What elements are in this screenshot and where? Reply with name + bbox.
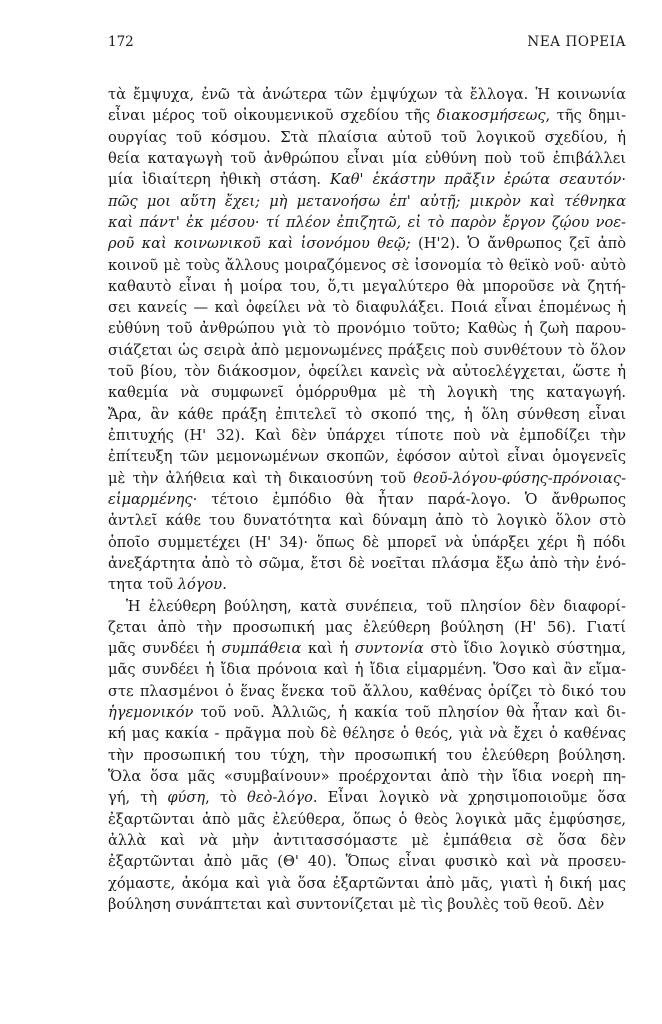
text-run: Ἡ ἐλεύθερη βούληση, κατὰ συνέπεια, τοῦ πλησίον δὲν διαφορί- — [126, 597, 626, 615]
text-line — [108, 148, 626, 169]
text-line — [108, 787, 626, 808]
text-run: κή μας κακία - πρᾶγμα ποὺ δὲ θέλησε ὁ θεός, γιὰ νὰ ἔχει ὁ καθένας — [108, 725, 626, 743]
text-run: εἶναι μέρος τοῦ οἰκουμενικοῦ σχεδίου τῆς — [108, 107, 437, 125]
text-line — [108, 297, 626, 318]
italic-text: θεοῦ-λόγου-φύσης-πρόνοιας- — [413, 469, 626, 487]
italic-text: διακοσμήσεως — [436, 107, 546, 125]
text-run: κοινοῦ μὲ τοὺς ἄλλους μοιραζόμενος σὲ ἰσονομία τὸ θεϊκὸ νοῦ· αὐτὸ — [108, 256, 626, 274]
text-line — [108, 169, 626, 190]
text-run: μία ἰδιαίτερη ἠθικὴ στάση. — [108, 171, 330, 189]
text-line — [108, 596, 626, 617]
text-run: καὶ ἡ — [301, 640, 355, 658]
text-line — [108, 255, 626, 276]
text-line — [108, 574, 626, 595]
page-header — [108, 34, 626, 52]
text-line — [108, 127, 626, 148]
text-line — [108, 446, 626, 467]
text-line — [108, 233, 626, 254]
italic-text: καὶ πάντ' ἐκ μέσου· τί πλέον ἐπιζητῶ, εἰ τὸ παρὸν ἔργον ζῴου νοε- — [108, 213, 626, 231]
text-line — [108, 873, 626, 894]
text-run: μὲ τὴν ἀλήθεια καὶ τὴ δικαιοσύνη τοῦ — [108, 469, 414, 487]
text-run: θεία καταγωγὴ τοῦ ἀνθρώπου εἶναι μία εὐθύνη ποὺ τοῦ ἐπιβάλλει — [108, 149, 626, 167]
italic-text: Καθ' ἑκάστην πρᾶξιν ἐρώτα σεαυτόν· — [329, 171, 626, 189]
text-run: τοῦ βίου, τὸν διάκοσμον, ὀφείλει κανεὶς νὰ αὐτοελέγχεται, ὥστε ἡ — [108, 363, 626, 381]
text-run: Ὅλα ὅσα μᾶς «συμβαίνουν» προέρχονται ἀπὸ τὴν ἴδια νοερὴ πη- — [108, 768, 626, 785]
text-line — [108, 809, 626, 830]
text-run: στε πλασμένοι ὁ ἕνας ἕνεκα τοῦ ἄλλου, καθένας ὁρίζει τὸ δικό του — [108, 682, 626, 700]
text-run: · τέτοιο ἐμπόδιο θὰ ἦταν παρά-λογο. Ὁ ἄνθρωπος — [192, 490, 626, 508]
text-run: , τῆς δημι- — [545, 107, 626, 125]
text-line — [108, 468, 626, 489]
text-line — [108, 745, 626, 766]
text-run: γή, τὴ — [108, 789, 168, 807]
text-line — [108, 723, 626, 744]
text-run: βούληση συνάπτεται καὶ συντονίζεται μὲ τὶς βουλὲς τοῦ θεοῦ. Δὲν — [108, 895, 605, 913]
text-run: ἐπίτευξη τῶν μεμονωμένων σκοπῶν, ἐφόσον αὐτοὶ εἶναι ὁμογενεῖς — [108, 448, 626, 466]
text-line — [108, 84, 626, 105]
text-run: καθεμία νὰ συμφωνεῖ ὁμόρρυθμα μὲ τὴ λογικὴ της καταγωγή. — [108, 384, 626, 402]
text-run: . Εἶναι λογικὸ νὰ χρησιμοποιοῦμε ὅσα — [312, 789, 626, 807]
text-body — [108, 84, 626, 915]
text-run: ἐξαρτῶνται ἀπὸ μᾶς ἐλεύθερα, ὅπως ὁ θεὸς λογικὰ μᾶς ἐμφύσησε, — [108, 810, 626, 828]
text-run: ουργίας τοῦ κόσμου. Στὰ πλαίσια αὐτοῦ τοῦ λογικοῦ σχεδίου, ἡ — [108, 128, 626, 146]
text-line — [108, 851, 626, 872]
italic-text: συντονία — [354, 640, 424, 658]
text-run: τοῦ νοῦ. Ἀλλιῶς, ἡ κακία τοῦ πλησίον θὰ ἦταν καὶ δι- — [193, 704, 626, 722]
italic-text: λόγου — [177, 576, 223, 594]
text-run: ἀλλὰ καὶ νὰ μὴν ἀντιτασσόμαστε μὲ ἐμπάθεια σὲ ὅσα δὲν — [108, 831, 626, 849]
running-head: ΝΕΑ ΠΟΡΕΙΑ — [527, 34, 626, 50]
text-run: μᾶς συνδέει ἡ — [108, 640, 222, 658]
italic-text: πῶς μοι αὕτη ἔχει; μὴ μετανοήσω ἐπ' αὐτῇ; μικρὸν καὶ τέθνηκα — [108, 192, 626, 210]
text-line — [108, 340, 626, 361]
italic-text: θεὸ-λόγο — [247, 789, 313, 807]
text-run: ζεται ἀπὸ τὴν προσωπική μας ἐλεύθερη βούληση (Η' 56). Γιατί — [108, 618, 626, 636]
text-run: τὴν προσωπική του τύχη, τὴν προσωπική του ἐλεύθερη βούληση. — [108, 746, 626, 764]
text-line — [108, 105, 626, 126]
text-line — [108, 553, 626, 574]
italic-text: φύση — [167, 789, 206, 807]
text-line — [108, 404, 626, 425]
text-run: σει κανείς — καὶ ὀφείλει νὰ τὸ διαφυλάξει. Ποιά εἶναι ἑπομένως ἡ — [108, 299, 626, 317]
text-line — [108, 681, 626, 702]
text-line — [108, 659, 626, 680]
text-line — [108, 318, 626, 339]
text-run: ἐπιτυχής (Η' 32). Καὶ δὲν ὑπάρχει τίποτε ποὺ νὰ ἐμποδίζει τὴν — [108, 427, 626, 444]
text-run: (Η'2). Ὁ ἄνθρωπος ζεῖ ἀπὸ — [410, 235, 626, 253]
text-run: στὸ ἴδιο λογικὸ σύστημα, — [423, 640, 626, 658]
text-run: σιάζεται ὡς σειρὰ ἀπὸ μεμονωμένες πράξεις ποὺ συνθέτουν τὸ ὅλον — [108, 341, 626, 359]
text-run: μᾶς συνδέει ἡ ἴδια πρόνοια καὶ ἡ ἴδια εἱμαρμένη. Ὅσο καὶ ἂν εἴμα- — [108, 661, 626, 679]
text-line — [108, 382, 626, 403]
text-line — [108, 894, 626, 915]
text-line — [108, 532, 626, 553]
text-run: καθαυτὸ εἶναι ἡ μοίρα του, ὅ,τι μεγαλύτερο θὰ μποροῦσε νὰ ζητή- — [108, 277, 626, 295]
text-line — [108, 276, 626, 297]
italic-text: εἱμαρμένης — [108, 490, 193, 508]
text-run: . — [222, 576, 227, 594]
text-run: τητα τοῦ — [108, 576, 178, 594]
text-run: εὐθύνη τοῦ ἀνθρώπου γιὰ τὸ προνόμιο τοῦτο; Καθὼς ἡ ζωὴ παρου- — [108, 320, 626, 338]
text-run: ἀνεξάρτητα ἀπὸ τὸ σῶμα, ἔτσι δὲ νοεῖται πλάσμα ἔξω ἀπὸ τὴν ἑνό- — [108, 554, 626, 572]
text-line — [108, 191, 626, 212]
text-run: , τὸ — [205, 789, 248, 807]
paragraph — [108, 84, 626, 596]
text-run: ἐξαρτῶνται ἀπὸ μᾶς (Θ' 40). Ὅπως εἶναι φυσικὸ καὶ νὰ προσευ- — [108, 853, 626, 871]
italic-text: ἡγεμονικόν — [108, 704, 194, 722]
text-line — [108, 702, 626, 723]
text-line — [108, 766, 626, 787]
text-run: τὰ ἔμψυχα, ἐνῶ τὰ ἀνώτερα τῶν ἐμψύχων τὰ ἔλλογα. Ἡ κοινωνία — [108, 86, 626, 103]
text-run: ὁποῖο συμμετέχει (Η' 34)· ὅπως δὲ μπορεῖ νὰ ὑπάρξει χέρι ἢ πόδι — [108, 533, 626, 551]
text-line — [108, 361, 626, 382]
page-number: 172 — [108, 34, 134, 50]
italic-text: ροῦ καὶ κοινωνικοῦ καὶ ἰσονόμου θεῷ; — [108, 235, 411, 253]
text-line — [108, 617, 626, 638]
text-line — [108, 489, 626, 510]
text-run: χόμαστε, ἀκόμα καὶ γιὰ ὅσα ἐξαρτῶνται ἀπὸ μᾶς, γιατὶ ἡ δική μας — [108, 874, 626, 892]
paragraph — [108, 596, 626, 916]
text-line — [108, 425, 626, 446]
italic-text: συμπάθεια — [221, 640, 302, 658]
text-run: ἀντλεῖ κάθε του δυνατότητα καὶ δύναμη ἀπὸ τὸ λογικὸ ὅλον στὸ — [108, 512, 626, 530]
text-line — [108, 638, 626, 659]
text-run: Ἄρα, ἂν κάθε πράξη ἐπιτελεῖ τὸ σκοπό της, ἡ ὅλη σύνθεση εἶναι — [108, 405, 626, 423]
text-line — [108, 510, 626, 531]
text-line — [108, 212, 626, 233]
text-line — [108, 830, 626, 851]
